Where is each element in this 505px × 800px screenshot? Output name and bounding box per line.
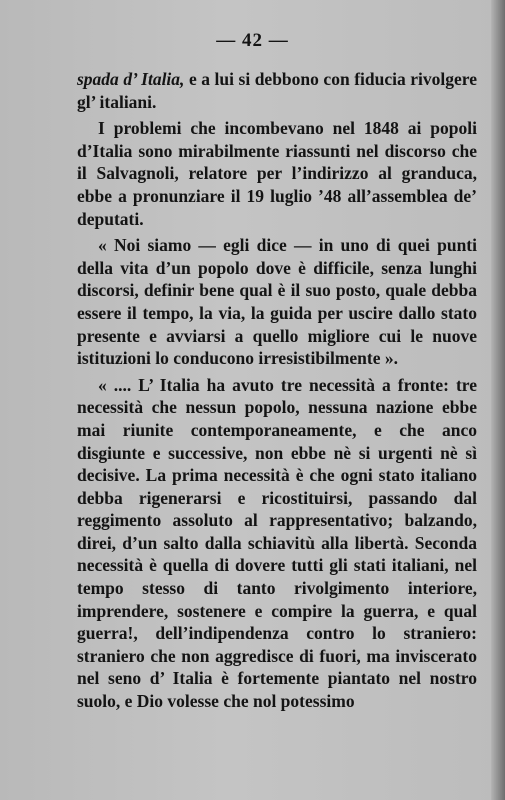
page-text: [77, 68, 477, 713]
paragraph-1-rest: e a lui si debbono con fiducia rivolgere gl’ italiani.: [77, 69, 477, 112]
paragraph-1-italic: spada d’ Italia,: [77, 69, 185, 89]
paragraph-2: I problemi che incombevano nel 1848 ai popoli d’Italia sono mirabilmente riassunti nel discorso che il Salvagnoli, relatore per l’indirizzo al granduca, ebbe a pronunziare il 19 luglio ’48 all’assemblea de’ deputati.: [77, 118, 477, 229]
page-number: — 42 —: [216, 30, 289, 51]
paragraph-3: « Noi siamo — egli dice — in uno di quei punti della vita d’un popolo dove è difficile, senza lunghi discorsi, definir bene qual è il suo posto, quale debba essere il tempo, la via, la guida per uscire dallo stato presente e avviarsi a quello migliore cui le nuove istituzioni lo conducono irresistibilmente ».: [77, 235, 477, 369]
paragraph-1: [77, 68, 477, 113]
paragraph-4: « .... L’ Italia ha avuto tre necessità a fronte: tre necessità che nessun popolo, nessuna nazione ebbe mai riunite contemporaneamente, e che anco disgiunte e successive, non ebbe nè si urgenti nè sì decisive. La prima necessità è che ogni stato italiano debba rigenerarsi e ricostituirsi, passando dal reggimento assoluto al rappresentativo; balzando, direi, d’un salto dalla schiavitù alla libertà. Seconda necessità è quella di dovere tutti gli stati italiani, nel tempo stesso di tanto rivolgimento interiore, imprendere, sostenere e compire la guerra, e qual guerra!, dell’indipendenza contro lo straniero: straniero che non aggredisce di fuori, ma inviscerato nel seno d’ Italia è fortemente piantato nel nostro suolo, e Dio volesse che nol potessimo: [77, 374, 477, 712]
page-edge: [491, 0, 505, 800]
